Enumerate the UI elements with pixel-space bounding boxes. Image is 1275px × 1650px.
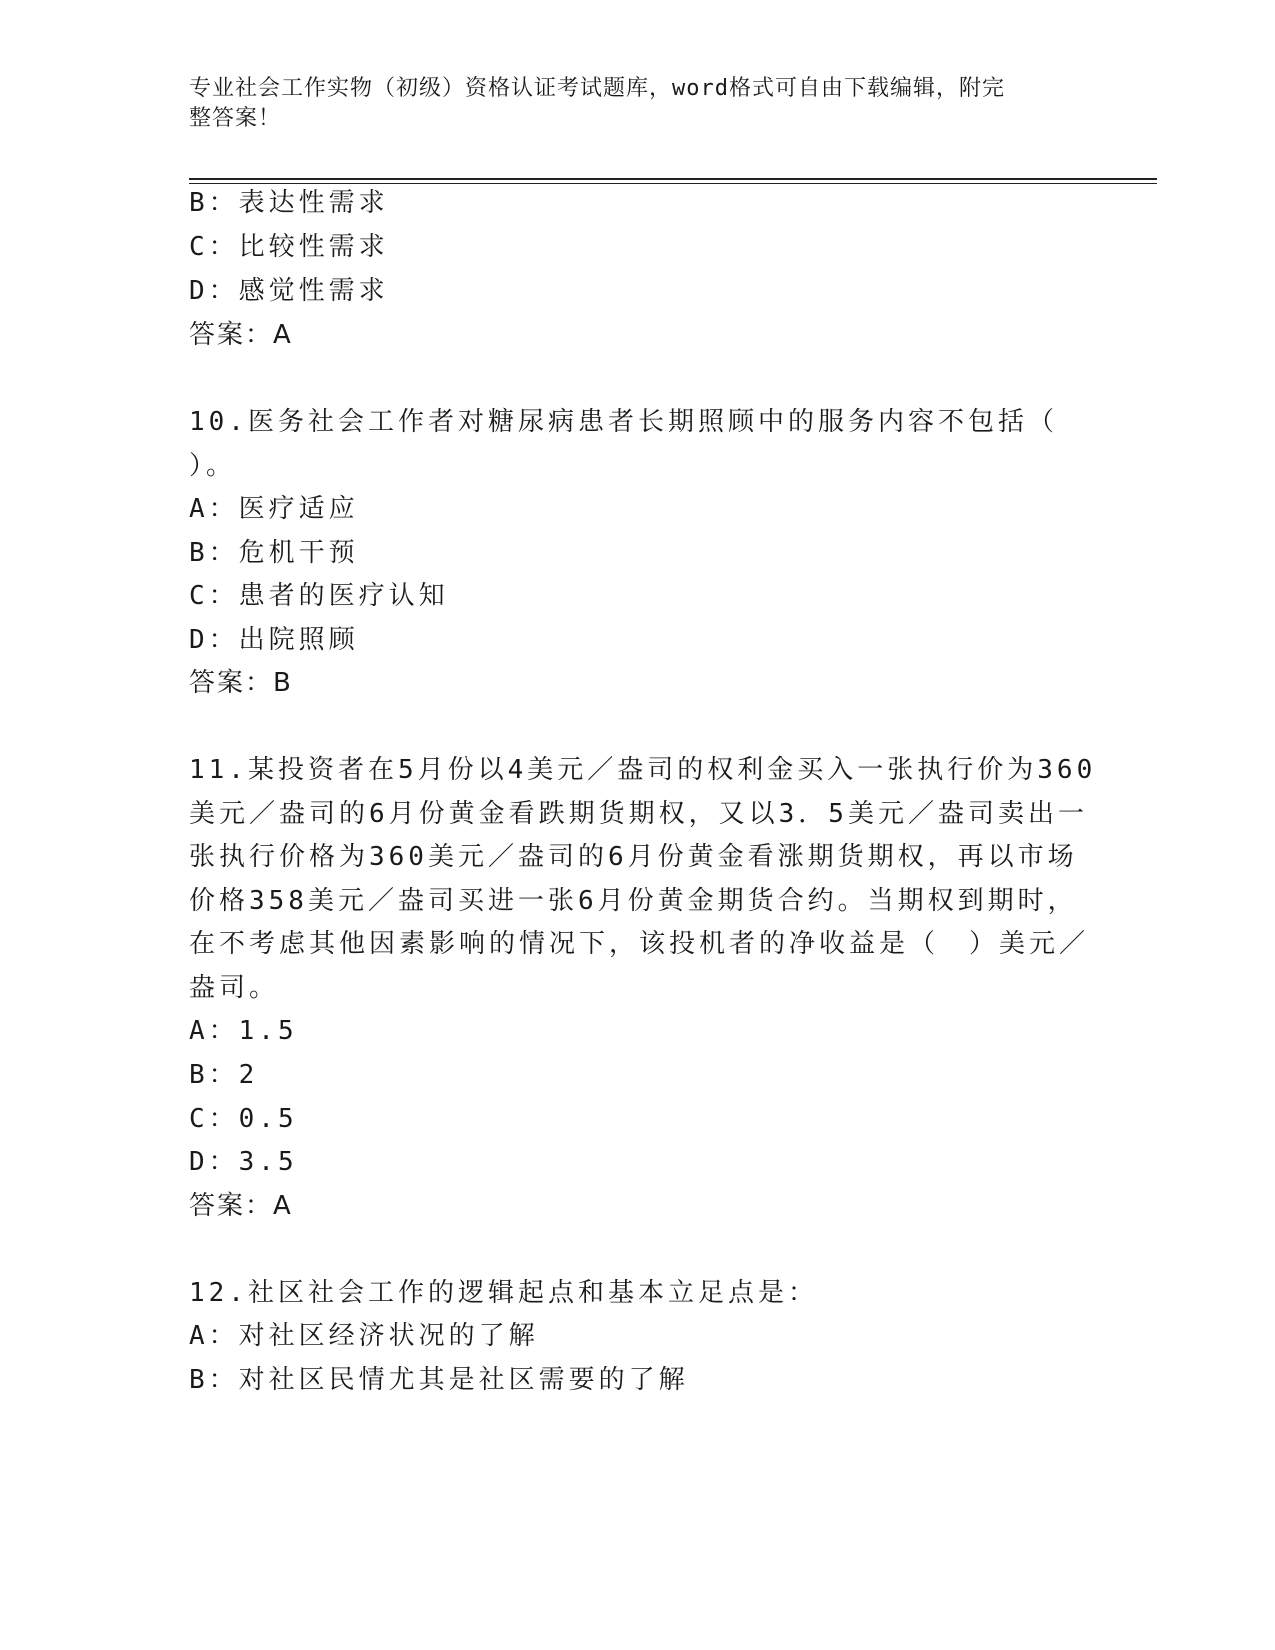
q11-stem-line-6: 盎司。	[189, 973, 280, 1003]
header-line-1: 专业社会工作实物（初级）资格认证考试题库，word格式可自由下载编辑，附完	[189, 76, 1005, 101]
q11-option-c: C：0.5	[189, 1104, 298, 1134]
q10-option-a: A：医疗适应	[189, 494, 359, 524]
header-rule-thin	[189, 183, 1157, 184]
q9-option-c: C：比较性需求	[189, 232, 389, 262]
q9-option-d: D：感觉性需求	[189, 276, 389, 306]
q10-stem-line-2: ）。	[189, 451, 237, 481]
q11-stem-line-4: 价格358美元／盎司买进一张6月份黄金期货合约。当期权到期时，	[189, 886, 1078, 916]
q10-option-c: C：患者的医疗认知	[189, 581, 449, 611]
header-rule-thick	[189, 178, 1157, 180]
q9-answer: 答案：A	[189, 320, 293, 350]
header-line-2: 整答案！	[189, 106, 282, 131]
q10-answer: 答案：B	[189, 668, 293, 698]
q10-stem-line-1: 10.医务社会工作者对糖尿病患者长期照顾中的服务内容不包括（	[189, 407, 1058, 437]
q12-option-a: A：对社区经济状况的了解	[189, 1321, 539, 1351]
q10-option-d: D：出院照顾	[189, 625, 359, 655]
q11-stem-line-5: 在不考虑其他因素影响的情况下，该投机者的净收益是（ ）美元／	[189, 929, 1090, 959]
q11-stem-line-3: 张执行价格为360美元／盎司的6月份黄金看涨期货期权，再以市场	[189, 842, 1078, 872]
q11-option-b: B：2	[189, 1060, 259, 1090]
q11-option-d: D：3.5	[189, 1147, 298, 1177]
q9-option-b: B：表达性需求	[189, 188, 389, 218]
page-header	[189, 74, 1069, 134]
q11-stem-line-1: 11.某投资者在5月份以4美元／盎司的权利金买入一张执行价为360	[189, 755, 1097, 785]
q11-stem-line-2: 美元／盎司的6月份黄金看跌期货期权，又以3．5美元／盎司卖出一	[189, 799, 1088, 829]
q10-option-b: B：危机干预	[189, 538, 359, 568]
q11-answer: 答案：A	[189, 1191, 293, 1221]
q12-option-b: B：对社区民情尤其是社区需要的了解	[189, 1365, 689, 1395]
q12-stem-line-1: 12.社区社会工作的逻辑起点和基本立足点是：	[189, 1278, 818, 1308]
q11-option-a: A：1.5	[189, 1016, 298, 1046]
